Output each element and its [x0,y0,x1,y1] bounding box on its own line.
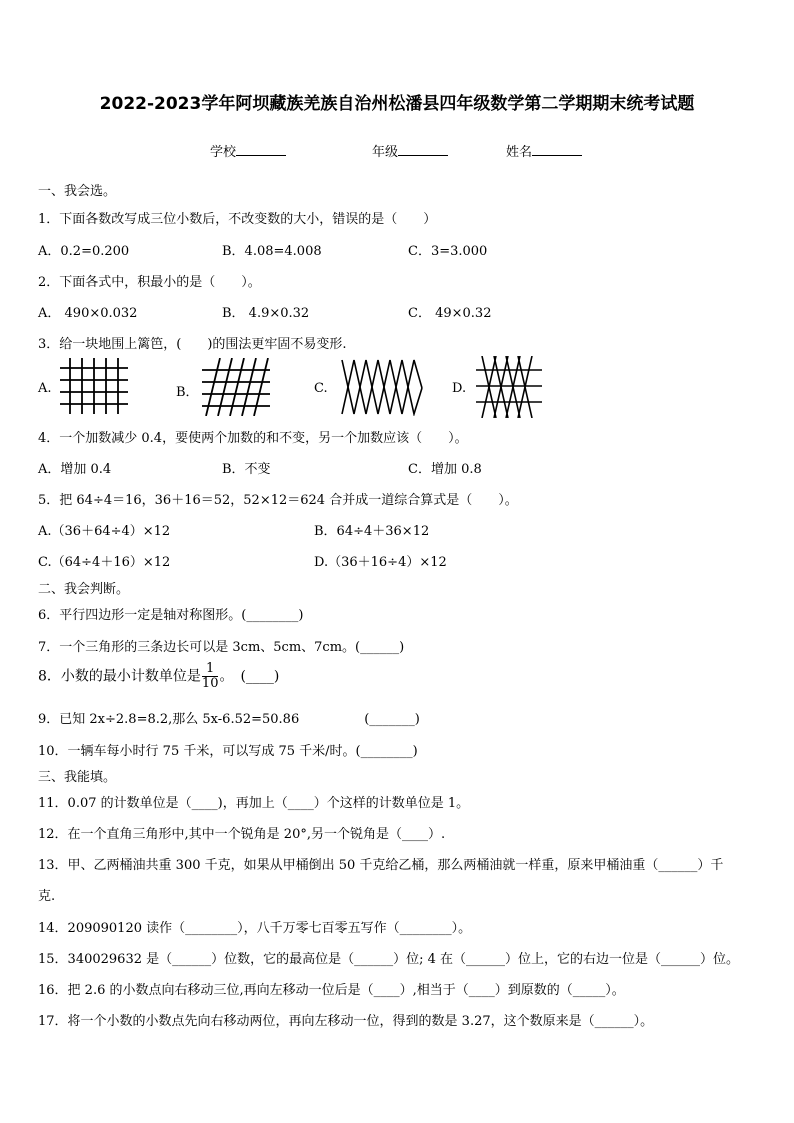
question-11: 11．0.07 的计数单位是（____)，再加上（____）个这样的计数单位是 1。 [38,796,470,811]
question-14: 14．209090120 读作（________），八千万零七百零五写作（________）。 [38,921,472,936]
question-13-line-1: 13．甲、乙两桶油共重 300 千克，如果从甲桶倒出 50 千克给乙桶，那么两桶油就一样重，原来甲桶油重（______）千 [38,858,724,873]
name-blank[interactable] [532,143,582,156]
q4-option-c[interactable]: C．增加 0.8 [408,462,482,477]
q1-option-a[interactable]: A．0.2=0.200 [38,244,130,259]
q3-option-c[interactable]: C. [314,381,328,396]
fence-crossed-lines-figure [474,356,544,418]
question-17: 17．将一个小数的小数点先向右移动两位，再向左移动一位，得到的数是 3.27，这个数原来是（______）。 [38,1014,654,1029]
fraction-one-tenth [202,662,219,691]
fraction-numerator: 1 [202,662,219,677]
question-9: 9．已知 2x÷2.8=8.2,那么 5x-6.52=50.86 (_______) [38,712,420,727]
fence-zigzag-figure [340,358,424,416]
school-blank[interactable] [236,143,286,156]
q2-option-a[interactable]: A． 490×0.032 [38,306,138,321]
name-label: 姓名 [506,145,533,160]
question-10: 10．一辆车每小时行 75 千米，可以写成 75 千米/时。(________) [38,744,418,759]
q1-option-b[interactable]: B．4.08=4.008 [222,244,322,259]
q5-option-b[interactable]: B．64÷4＋36×12 [314,524,430,539]
school-label: 学校 [210,145,237,160]
grade-field [372,141,448,160]
q2-option-b[interactable]: B． 4.9×0.32 [222,306,310,321]
fence-slanted-grid-figure [198,358,274,416]
fraction-denominator: 10 [201,676,219,691]
section-fill: 三、我能填。 [38,770,117,785]
question-13-line-2: 克. [38,889,56,904]
question-2: 2．下面各式中，积最小的是（ ）。 [38,275,261,290]
question-3: 3．给一块地围上篱笆，( )的围法更牢固不易变形. [38,337,347,352]
q5-option-c[interactable]: C.（64÷4＋16）×12 [38,555,171,570]
q3-option-b[interactable]: B． [176,385,199,400]
q8-text-after: 。 (____) [219,668,280,685]
question-8 [38,662,279,691]
name-field [506,141,582,160]
fence-grid-figure [58,358,130,414]
section-choose: 一、我会选。 [38,184,117,199]
grade-label: 年级 [372,145,399,160]
page-title: 2022-2023学年阿坝藏族羌族自治州松潘县四年级数学第二学期期末统考试题 [99,94,695,114]
grade-blank[interactable] [398,143,448,156]
q1-option-c[interactable]: C．3=3.000 [408,244,488,259]
question-5: 5．把 64÷4＝16，36＋16＝52，52×12＝624 合并成一道综合算式是（ ）。 [38,493,518,508]
q5-option-a[interactable]: A.（36＋64÷4）×12 [38,524,171,539]
section-judge: 二、我会判断。 [38,582,130,597]
q2-option-c[interactable]: C． 49×0.32 [408,306,492,321]
question-7: 7．一个三角形的三条边长可以是 3cm、5cm、7cm。(______) [38,640,405,655]
q4-option-b[interactable]: B．不变 [222,462,271,477]
q3-option-d[interactable]: D. [452,381,467,396]
q4-option-a[interactable]: A．增加 0.4 [38,462,112,477]
question-6: 6．平行四边形一定是轴对称图形。(________) [38,608,304,623]
question-1: 1．下面各数改写成三位小数后，不改变数的大小，错误的是（ ） [38,212,437,227]
q5-option-d[interactable]: D.（36＋16÷4）×12 [314,555,447,570]
question-4: 4．一个加数减少 0.4，要使两个加数的和不变，另一个加数应该（ ）。 [38,431,468,446]
question-15: 15．340029632 是（______）位数，它的最高位是（______）位; 4 在（______）位上，它的右边一位是（______）位。 [38,952,740,967]
question-16: 16．把 2.6 的小数点向右移动三位,再向左移动一位后是（____）,相当于（____）到原数的（_____）。 [38,983,625,998]
q3-option-a[interactable]: A. [38,381,52,396]
question-12: 12．在一个直角三角形中,其中一个锐角是 20°,另一个锐角是（____）. [38,827,446,842]
q8-text-before: 8．小数的最小计数单位是 [38,668,201,685]
school-field [210,141,286,160]
